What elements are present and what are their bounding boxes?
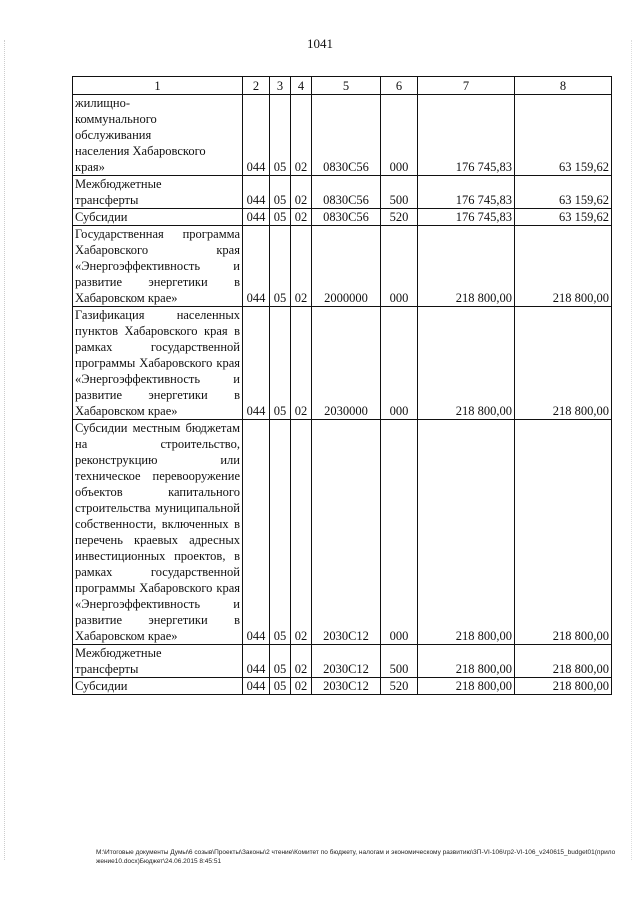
- cell-amount-col7: 176 745,83: [418, 95, 515, 176]
- cell-amount-col8: 218 800,00: [515, 226, 612, 307]
- cell-section: 05: [270, 176, 291, 209]
- cell-target-article: 0830С56: [312, 209, 381, 226]
- cell-amount-col8: 63 159,62: [515, 209, 612, 226]
- cell-section: 05: [270, 307, 291, 420]
- table-row: [73, 678, 612, 695]
- cell-target-article: 0830С56: [312, 95, 381, 176]
- row-description: жилищно- коммунального обслуживания населения Хабаровского края»: [73, 95, 243, 176]
- table-row: [73, 226, 612, 307]
- column-header: 8: [515, 77, 612, 95]
- row-description: Межбюджетные трансферты: [73, 645, 243, 678]
- cell-subsection: 02: [291, 95, 312, 176]
- row-description: Газификация населенных пунктов Хабаровского края в рамках государственной программы Хабаровского края «Энергоэффективность и развитие энергетики в Хабаровском крае»: [73, 307, 243, 420]
- cell-amount-col8: 218 800,00: [515, 307, 612, 420]
- cell-code: 044: [243, 420, 270, 645]
- cell-expense-type: 520: [381, 209, 418, 226]
- scan-margin-left: [4, 40, 7, 860]
- budget-table: [72, 76, 612, 695]
- cell-amount-col7: 218 800,00: [418, 645, 515, 678]
- row-description: Субсидии местным бюджетам на строительство, реконструкцию или техническое перевооружение объектов капитального строительства муниципальной собственности, включенных в перечень краевых адресных инвестиционных проектов, в рамках государственной программы Хабаровского края «Энергоэффективность и развитие энергетики в Хабаровском крае»: [73, 420, 243, 645]
- cell-expense-type: 000: [381, 95, 418, 176]
- cell-target-article: 2000000: [312, 226, 381, 307]
- cell-code: 044: [243, 176, 270, 209]
- footer-file-path: M:\Итоговые документы Думы\6 созыв\Проекты\Законы\2 чтение\Комитет по бюджету, налогам и экономическому развитию\3П-VI-106\гр2-VI-106_v240615_budget01(приложение10.docx)Бюджет\24.06.2015 8:45:51: [96, 849, 616, 865]
- row-description: Межбюджетные трансферты: [73, 176, 243, 209]
- cell-section: 05: [270, 678, 291, 695]
- table-row: [73, 307, 612, 420]
- cell-subsection: 02: [291, 176, 312, 209]
- cell-amount-col8: 63 159,62: [515, 176, 612, 209]
- cell-code: 044: [243, 209, 270, 226]
- cell-code: 044: [243, 678, 270, 695]
- column-header: 4: [291, 77, 312, 95]
- column-header: 1: [73, 77, 243, 95]
- row-description: Субсидии: [73, 209, 243, 226]
- cell-code: 044: [243, 645, 270, 678]
- table-row: [73, 420, 612, 645]
- cell-subsection: 02: [291, 226, 312, 307]
- table-header-row: [73, 77, 612, 95]
- cell-expense-type: 000: [381, 307, 418, 420]
- row-description: Субсидии: [73, 678, 243, 695]
- column-header: 7: [418, 77, 515, 95]
- cell-expense-type: 000: [381, 420, 418, 645]
- cell-subsection: 02: [291, 420, 312, 645]
- table-row: [73, 209, 612, 226]
- cell-target-article: 2030С12: [312, 678, 381, 695]
- cell-amount-col7: 218 800,00: [418, 678, 515, 695]
- cell-amount-col8: 63 159,62: [515, 95, 612, 176]
- cell-expense-type: 500: [381, 645, 418, 678]
- cell-code: 044: [243, 95, 270, 176]
- cell-target-article: 2030С12: [312, 645, 381, 678]
- scan-margin-right: [631, 40, 634, 860]
- cell-subsection: 02: [291, 678, 312, 695]
- column-header: 2: [243, 77, 270, 95]
- cell-amount-col7: 218 800,00: [418, 307, 515, 420]
- cell-expense-type: 000: [381, 226, 418, 307]
- cell-expense-type: 520: [381, 678, 418, 695]
- column-header: 6: [381, 77, 418, 95]
- cell-amount-col7: 218 800,00: [418, 226, 515, 307]
- cell-code: 044: [243, 226, 270, 307]
- page-number: 1041: [307, 36, 333, 51]
- table-row: [73, 176, 612, 209]
- cell-subsection: 02: [291, 209, 312, 226]
- cell-subsection: 02: [291, 307, 312, 420]
- cell-amount-col7: 218 800,00: [418, 420, 515, 645]
- row-description: Государственная программа Хабаровского края «Энергоэффективность и развитие энергетики в Хабаровском крае»: [73, 226, 243, 307]
- cell-section: 05: [270, 645, 291, 678]
- cell-amount-col8: 218 800,00: [515, 420, 612, 645]
- cell-amount-col7: 176 745,83: [418, 209, 515, 226]
- cell-target-article: 2030С12: [312, 420, 381, 645]
- table-row: [73, 95, 612, 176]
- cell-expense-type: 500: [381, 176, 418, 209]
- cell-target-article: 0830С56: [312, 176, 381, 209]
- cell-section: 05: [270, 209, 291, 226]
- cell-section: 05: [270, 95, 291, 176]
- cell-target-article: 2030000: [312, 307, 381, 420]
- table-row: [73, 645, 612, 678]
- cell-subsection: 02: [291, 645, 312, 678]
- column-header: 5: [312, 77, 381, 95]
- cell-amount-col7: 176 745,83: [418, 176, 515, 209]
- cell-section: 05: [270, 226, 291, 307]
- cell-amount-col8: 218 800,00: [515, 678, 612, 695]
- cell-code: 044: [243, 307, 270, 420]
- cell-section: 05: [270, 420, 291, 645]
- column-header: 3: [270, 77, 291, 95]
- cell-amount-col8: 218 800,00: [515, 645, 612, 678]
